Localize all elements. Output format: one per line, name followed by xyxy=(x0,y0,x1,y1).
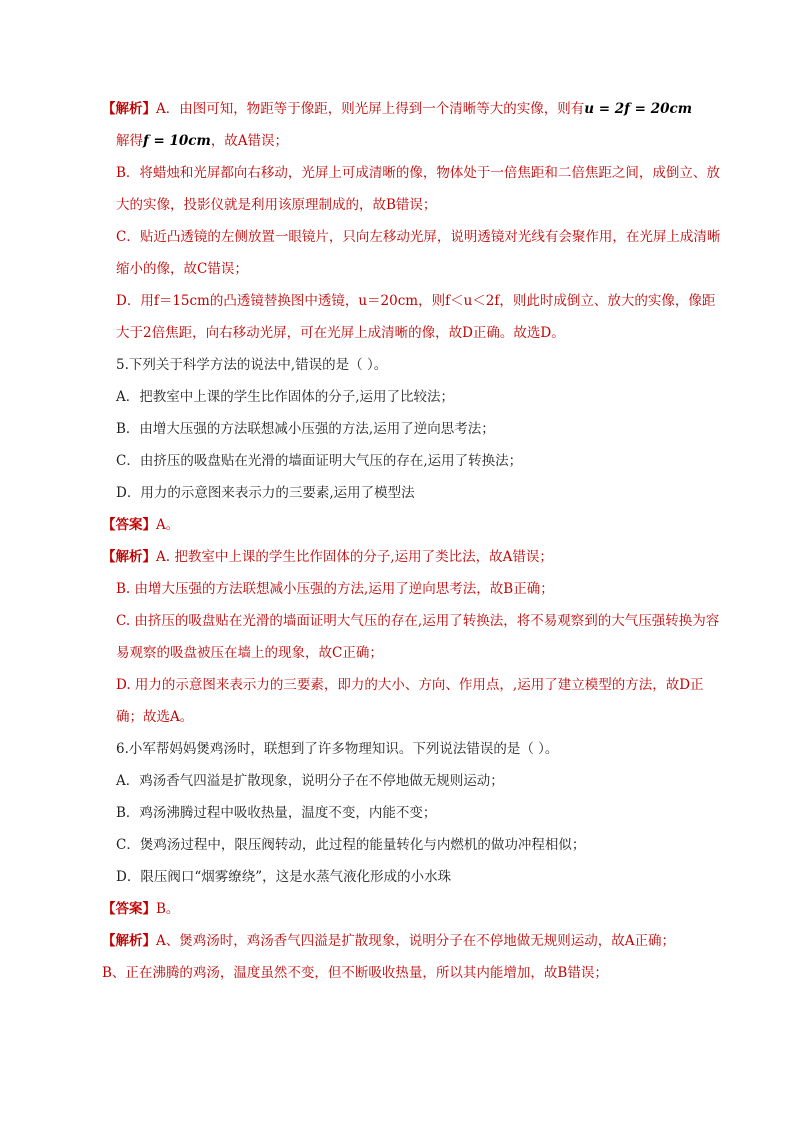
question-6-analysis-b: B、正在沸腾的鸡汤，温度虽然不变，但不断吸收热量，所以其内能增加，故B错误； xyxy=(102,965,608,981)
question-5-analysis-a: 【解析】A. 把教室中上课的学生比作固体的分子,运用了类比法，故A错误； xyxy=(102,549,553,565)
analysis-para-b: B．将蜡烛和光屏都向右移动，光屏上可成清晰的像，物体处于一倍焦距和二倍焦距之间，成倒立、放大的实像，投影仪就是利用该原理制成的，故B错误； xyxy=(116,165,720,213)
analysis-para-c: C．贴近凸透镜的左侧放置一眼镜片，只向左移动光屏，说明透镜对光线有会聚作用，在光屏上成清晰缩小的像，故C错误； xyxy=(116,229,721,277)
analysis-line-a: 【解析】A．由图可知，物距等于像距，则光屏上得到一个清晰等大的实像，则有u = 2f = 20cm xyxy=(102,101,692,117)
question-6-option-b: B．鸡汤沸腾过程中吸收热量，温度不变，内能不变； xyxy=(116,805,437,821)
question-6-option-d: D．限压阀口“烟雾缭绕”，这是水蒸气液化形成的小水珠 xyxy=(116,869,452,885)
question-5-analysis-c: C. 由挤压的吸盘贴在光滑的墙面证明大气压的存在,运用了转换法，将不易观察到的大气压强转换为容易观察的吸盘被压在墙上的现象，故C正确； xyxy=(116,613,720,661)
question-5-stem: 5.下列关于科学方法的说法中,错误的是（ ）。 xyxy=(116,357,388,373)
analysis-tag: 【解析】 xyxy=(102,549,156,565)
question-5-answer: 【答案】A。 xyxy=(102,517,180,533)
question-6-answer: 【答案】B。 xyxy=(102,901,180,917)
question-6-stem: 6.小军帮妈妈煲鸡汤时，联想到了许多物理知识。下列说法错误的是（ ）。 xyxy=(116,741,559,757)
equation-u: u = 2f = 20cm xyxy=(584,101,692,117)
analysis-line-a2: 解得f = 10cm，故A错误； xyxy=(116,133,289,149)
answer-tag: 【答案】 xyxy=(102,901,156,917)
question-6-option-c: C．煲鸡汤过程中，限压阀转动，此过程的能量转化与内燃机的做功冲程相似； xyxy=(116,837,586,853)
question-6-option-a: A．鸡汤香气四溢是扩散现象，说明分子在不停地做无规则运动； xyxy=(116,773,504,789)
question-6-analysis-a: 【解析】A、煲鸡汤时，鸡汤香气四溢是扩散现象，说明分子在不停地做无规则运动，故A正确； xyxy=(102,933,675,949)
page-content xyxy=(102,93,724,989)
equation-f: f = 10cm xyxy=(143,133,211,149)
analysis-tag: 【解析】 xyxy=(102,933,156,949)
question-5-option-d: D．用力的示意图来表示力的三要素,运用了模型法 xyxy=(116,485,415,501)
question-5-option-c: C．由挤压的吸盘贴在光滑的墙面证明大气压的存在,运用了转换法； xyxy=(116,453,523,469)
question-5-analysis-b: B. 由增大压强的方法联想减小压强的方法,运用了逆向思考法，故B正确； xyxy=(116,581,554,597)
question-5-option-b: B．由增大压强的方法联想减小压强的方法,运用了逆向思考法； xyxy=(116,421,495,437)
question-5-option-a: A．把教室中上课的学生比作固体的分子,运用了比较法； xyxy=(116,389,455,405)
question-5-analysis-d: D. 用力的示意图来表示力的三要素，即力的大小、方向、作用点，,运用了建立模型的方法，故D正确；故选A。 xyxy=(116,677,704,725)
answer-tag: 【答案】 xyxy=(102,517,156,533)
analysis-tag: 【解析】 xyxy=(102,101,156,117)
analysis-para-d: D．用f＝15cm的凸透镜替换图中透镜，u＝20cm，则f＜u＜2f，则此时成倒立、放大的实像，像距大于2倍焦距，向右移动光屏，可在光屏上成清晰的像，故D正确。故选D。 xyxy=(116,293,716,341)
